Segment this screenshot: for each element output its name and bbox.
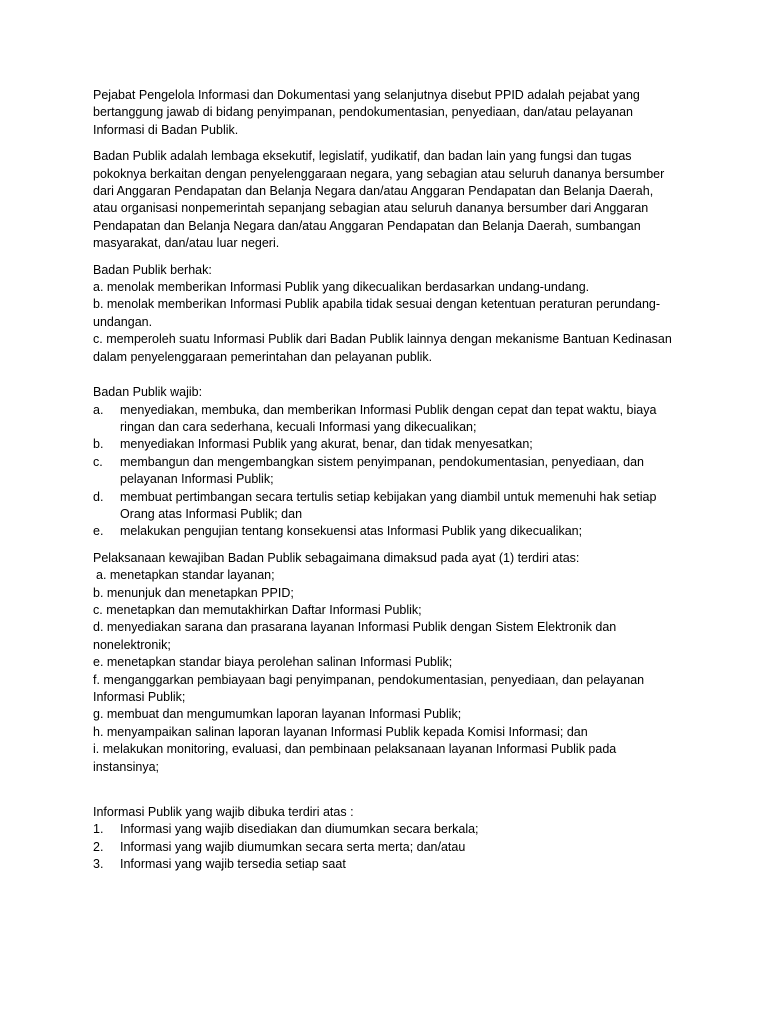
list-text: Informasi yang wajib disediakan dan diumumkan secara berkala;: [120, 822, 479, 837]
list-marker: 2.: [93, 839, 104, 854]
heading-pelaksanaan-kewajiban: Pelaksanaan kewajiban Badan Publik sebagaimana dimaksud pada ayat (1) terdiri atas:: [93, 550, 580, 565]
list-text: menyediakan, membuka, dan memberikan Informasi Publik dengan cepat dan tepat waktu, biaya ringan dan cara sederhana, kecuali Informasi yang dikecualikan;: [120, 402, 657, 434]
heading-badan-publik-wajib: Badan Publik wajib:: [93, 385, 203, 400]
list-text: Informasi yang wajib diumumkan secara serta merta; dan/atau: [120, 839, 466, 854]
list-marker: c.: [93, 454, 103, 469]
list-item: b. menunjuk dan menetapkan PPID;: [93, 585, 294, 600]
list-marker: 3.: [93, 857, 104, 872]
list-marker: a.: [93, 402, 104, 417]
list-item: b. menolak memberikan Informasi Publik apabila tidak sesuai dengan ketentuan peraturan perundang-undangan.: [93, 297, 661, 329]
heading-informasi-wajib-dibuka: Informasi Publik yang wajib dibuka terdiri atas :: [93, 805, 354, 820]
list-item: c. menetapkan dan memutakhirkan Daftar Informasi Publik;: [93, 602, 422, 617]
list-item: f. menganggarkan pembiayaan bagi penyimpanan, pendokumentasian, penyediaan, dan pelayanan Informasi Publik;: [93, 672, 645, 704]
list-item: e. menetapkan standar biaya perolehan salinan Informasi Publik;: [93, 655, 453, 670]
list-item: c. memperoleh suatu Informasi Publik dari Badan Publik lainnya dengan mekanisme Bantuan Kedinasan dalam penyelenggaraan pemerintahan dan pelayanan publik.: [93, 332, 672, 364]
paragraph-badan-publik-definition: Badan Publik adalah lembaga eksekutif, legislatif, yudikatif, dan badan lain yang fungsi dan tugas pokoknya berkaitan dengan penyelenggaraan negara, yang sebagian atau seluruh dananya bersumber dari Anggaran Pendapatan dan Belanja Negara dan/atau Anggaran Pendapatan dan Belanja Daerah, atau organisasi nonpemerintah sepanjang sebagian atau seluruh dananya bersumber dari Anggaran Pendapatan dan Belanja Negara dan/atau Anggaran Pendapatan dan Belanja Daerah, sumbangan masyarakat, dan/atau luar negeri.: [93, 149, 665, 251]
list-item: [93, 821, 673, 838]
list-item: [93, 523, 673, 540]
document-body: [93, 87, 673, 874]
list-item: d. menyediakan sarana dan prasarana layanan Informasi Publik dengan Sistem Elektronik dan nonelektronik;: [93, 620, 617, 652]
list-text: membangun dan mengembangkan sistem penyimpanan, pendokumentasian, penyediaan, dan pelayanan Informasi Publik;: [120, 454, 644, 487]
list-text: melakukan pengujian tentang konsekuensi atas Informasi Publik yang dikecualikan;: [120, 524, 583, 539]
list-text: membuat pertimbangan secara tertulis setiap kebijakan yang diambil untuk memenuhi hak setiap Orang atas Informasi Publik; dan: [120, 489, 657, 521]
paragraph-ppid-definition: Pejabat Pengelola Informasi dan Dokumentasi yang selanjutnya disebut PPID adalah pejabat yang bertanggung jawab di bidang penyimpanan, pendokumentasian, penyediaan, dan/atau pelayanan Informasi di Badan Publik.: [93, 88, 640, 137]
list-marker: 1.: [93, 822, 104, 837]
list-item: i. melakukan monitoring, evaluasi, dan pembinaan pelaksanaan layanan Informasi Publik pada instansinya;: [93, 742, 617, 774]
list-text: Informasi yang wajib tersedia setiap saat: [120, 857, 346, 872]
list-item: h. menyampaikan salinan laporan layanan Informasi Publik kepada Komisi Informasi; dan: [93, 724, 588, 739]
list-item: [93, 839, 673, 856]
list-item: [93, 436, 673, 453]
list-item: [93, 856, 673, 873]
list-marker: b.: [93, 437, 104, 452]
list-item: [93, 402, 673, 437]
list-marker: e.: [93, 524, 104, 539]
list-marker: d.: [93, 489, 104, 504]
list-item: a. menolak memberikan Informasi Publik yang dikecualikan berdasarkan undang-undang.: [93, 280, 590, 295]
list-item: [93, 454, 673, 489]
list-item: a. menetapkan standar layanan;: [96, 568, 275, 583]
list-item: g. membuat dan mengumumkan laporan layanan Informasi Publik;: [93, 707, 462, 722]
heading-badan-publik-berhak: Badan Publik berhak:: [93, 262, 212, 277]
list-text: menyediakan Informasi Publik yang akurat, benar, dan tidak menyesatkan;: [120, 437, 533, 452]
list-item: [93, 489, 673, 524]
